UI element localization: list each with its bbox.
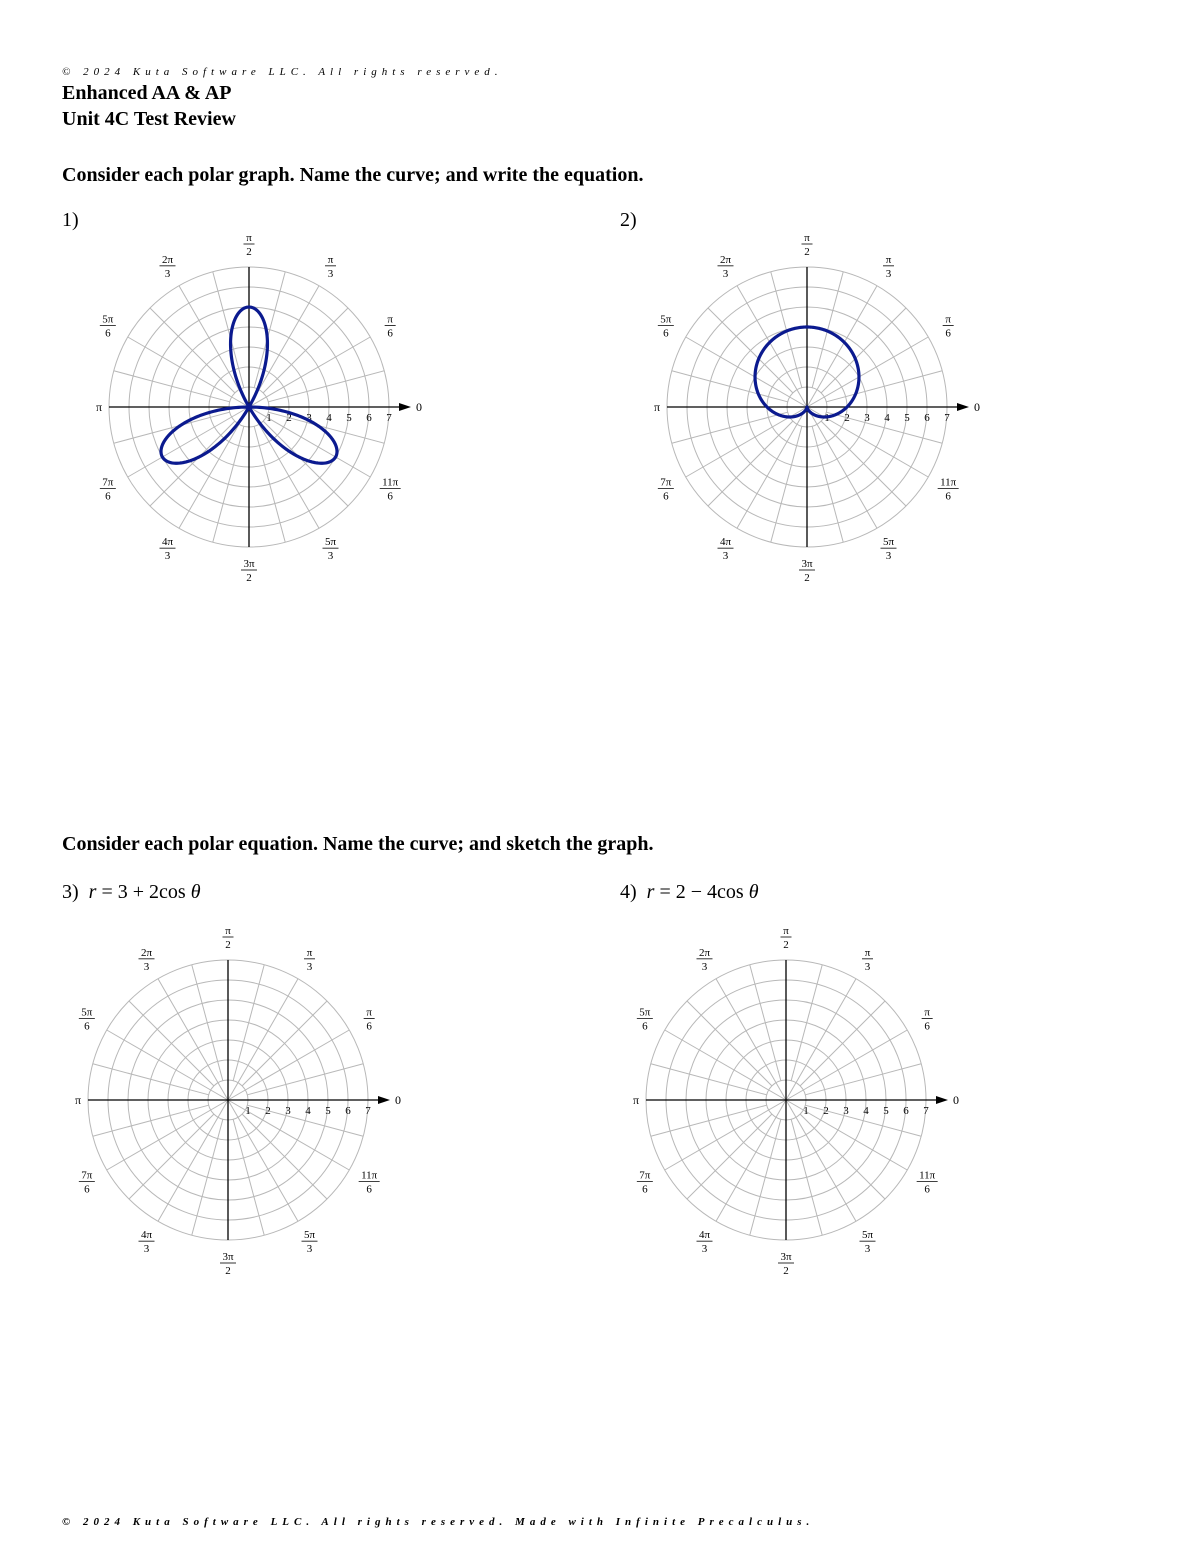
angle-numerator: 7π xyxy=(81,1169,93,1182)
grid-spoke xyxy=(716,1100,786,1221)
angle-denominator: 3 xyxy=(864,1243,871,1256)
radial-tick-label: 3 xyxy=(864,412,870,424)
radial-tick-label: 4 xyxy=(305,1105,311,1117)
angle-label: π xyxy=(74,1093,82,1107)
radial-tick-label: 3 xyxy=(843,1105,849,1117)
radial-tick-label: 4 xyxy=(326,412,332,424)
angle-label-fraction xyxy=(862,947,873,973)
angle-numerator: 4π xyxy=(698,1229,711,1242)
angle-numerator: π xyxy=(783,925,789,937)
grid-spoke xyxy=(665,1100,786,1170)
angle-numerator: π xyxy=(327,253,334,266)
angle-label-fraction xyxy=(917,1170,938,1196)
angle-numerator: 3π xyxy=(243,558,255,570)
angle-denominator: 3 xyxy=(701,960,708,973)
angle-denominator: 3 xyxy=(143,960,150,973)
angle-numerator: 11π xyxy=(382,476,399,489)
problem-1-number: 1) xyxy=(62,209,79,231)
angle-numerator: 11π xyxy=(919,1169,936,1182)
angle-denominator: 6 xyxy=(105,490,111,503)
angle-denominator: 6 xyxy=(945,490,951,503)
angle-numerator: π xyxy=(885,253,892,266)
angle-numerator: 7π xyxy=(102,476,114,489)
angle-label-fraction xyxy=(781,925,792,951)
radial-tick-label: 6 xyxy=(366,412,372,424)
course-title: Enhanced AA & AP xyxy=(62,82,232,104)
worksheet-title: Unit 4C Test Review xyxy=(62,108,236,130)
radial-tick-label: 7 xyxy=(386,412,392,424)
angle-denominator: 2 xyxy=(225,939,231,951)
radial-tick-label: 5 xyxy=(883,1105,889,1117)
angle-label-fraction xyxy=(922,1007,933,1033)
angle-numerator: 7π xyxy=(660,476,672,489)
angle-denominator: 3 xyxy=(864,960,871,973)
radial-tick-label: 4 xyxy=(863,1105,869,1117)
angle-denominator: 3 xyxy=(164,550,171,563)
angle-denominator: 6 xyxy=(924,1183,930,1196)
angle-numerator: π xyxy=(945,313,951,326)
angle-label: 0 xyxy=(953,1093,959,1107)
problem-4-equation: r = 2 − 4cos θ xyxy=(646,881,759,903)
angle-denominator: 6 xyxy=(642,1020,648,1033)
problem-4-number: 4) xyxy=(620,881,637,903)
angle-numerator: 4π xyxy=(719,536,732,549)
angle-denominator: 6 xyxy=(366,1020,372,1033)
angle-numerator: 3π xyxy=(780,1251,792,1263)
grid-spoke xyxy=(800,1114,885,1199)
angle-denominator: 6 xyxy=(663,327,669,340)
radial-tick-label: 7 xyxy=(944,412,950,424)
angle-denominator: 3 xyxy=(306,1243,313,1256)
angle-label: π xyxy=(653,400,661,414)
angle-denominator: 6 xyxy=(387,490,393,503)
angle-numerator: 11π xyxy=(940,476,957,489)
angle-numerator: 3π xyxy=(222,1251,234,1263)
radial-tick-label: 1 xyxy=(266,412,272,424)
angle-numerator: π xyxy=(366,1006,372,1019)
radial-tick-label: 5 xyxy=(904,412,910,424)
angle-label-fraction xyxy=(697,1229,713,1255)
angle-numerator: π xyxy=(387,313,393,326)
angle-label-fraction xyxy=(697,947,713,973)
angle-denominator: 3 xyxy=(701,1243,708,1256)
angle-numerator: 2π xyxy=(698,946,711,959)
angle-numerator: 5π xyxy=(102,313,114,326)
radial-tick-label: 1 xyxy=(803,1105,809,1117)
angle-label: 0 xyxy=(974,400,980,414)
angle-denominator: 3 xyxy=(327,267,334,280)
angle-numerator: 5π xyxy=(639,1006,651,1019)
radial-tick-label: 1 xyxy=(245,1105,251,1117)
angle-numerator: 4π xyxy=(140,1229,153,1242)
radial-tick-label: 3 xyxy=(306,412,312,424)
radial-tick-label: 7 xyxy=(365,1105,371,1117)
angle-numerator: 5π xyxy=(861,1229,874,1242)
angle-denominator: 6 xyxy=(84,1183,90,1196)
angle-numerator: 5π xyxy=(324,536,337,549)
angle-numerator: π xyxy=(864,946,871,959)
angle-denominator: 6 xyxy=(387,327,393,340)
copyright-notice-top: © 2024 Kuta Software LLC. All rights reserved. xyxy=(62,66,503,78)
grid-spoke xyxy=(687,1001,772,1086)
radial-tick-label: 5 xyxy=(346,412,352,424)
angle-denominator: 3 xyxy=(164,267,171,280)
angle-denominator: 6 xyxy=(924,1020,930,1033)
section1-instructions: Consider each polar graph. Name the curve; and write the equation. xyxy=(62,164,644,186)
angle-numerator: π xyxy=(804,232,810,244)
section2-instructions: Consider each polar equation. Name the curve; and sketch the graph. xyxy=(62,833,654,855)
problem-3-equation: r = 3 + 2cos θ xyxy=(88,881,201,903)
angle-denominator: 3 xyxy=(306,960,313,973)
radial-tick-label: 2 xyxy=(844,412,850,424)
angle-numerator: 5π xyxy=(882,536,895,549)
angle-numerator: 7π xyxy=(639,1169,651,1182)
grid-spoke xyxy=(786,1100,856,1221)
angle-numerator: 11π xyxy=(361,1169,378,1182)
grid-spoke xyxy=(665,1030,786,1100)
angle-denominator: 2 xyxy=(804,572,810,584)
angle-numerator: π xyxy=(306,946,313,959)
radial-tick-label: 7 xyxy=(923,1105,929,1117)
angle-label-fraction xyxy=(637,1007,653,1033)
angle-denominator: 3 xyxy=(143,1243,150,1256)
angle-label: 0 xyxy=(395,1093,401,1107)
angle-denominator: 2 xyxy=(783,1265,789,1277)
angle-numerator: 4π xyxy=(161,536,174,549)
angle-label-fraction xyxy=(860,1229,876,1255)
angle-denominator: 3 xyxy=(885,267,892,280)
angle-numerator: 5π xyxy=(303,1229,316,1242)
angle-denominator: 6 xyxy=(105,327,111,340)
radial-tick-label: 6 xyxy=(924,412,930,424)
axis-arrow-icon xyxy=(936,1096,948,1104)
angle-numerator: π xyxy=(225,925,231,937)
radial-tick-label: 2 xyxy=(265,1105,271,1117)
angle-numerator: 5π xyxy=(81,1006,93,1019)
grid-spoke xyxy=(687,1114,772,1199)
angle-numerator: 3π xyxy=(801,558,813,570)
grid-spoke xyxy=(716,979,786,1100)
problem-3-number: 3) xyxy=(62,881,79,903)
angle-denominator: 6 xyxy=(642,1183,648,1196)
radial-tick-label: 3 xyxy=(285,1105,291,1117)
angle-numerator: π xyxy=(924,1006,930,1019)
grid-spoke xyxy=(800,1001,885,1086)
polar-grid xyxy=(633,925,959,1277)
angle-label: 0 xyxy=(416,400,422,414)
angle-denominator: 3 xyxy=(885,550,892,563)
radial-tick-label: 6 xyxy=(345,1105,351,1117)
grid-spoke xyxy=(786,979,856,1100)
angle-label-fraction xyxy=(778,1251,794,1277)
radial-tick-label: 1 xyxy=(824,412,830,424)
angle-denominator: 2 xyxy=(804,246,810,258)
angle-numerator: 5π xyxy=(660,313,672,326)
problem-2-number: 2) xyxy=(620,209,637,231)
radial-tick-label: 4 xyxy=(884,412,890,424)
angle-denominator: 3 xyxy=(722,550,729,563)
angle-denominator: 2 xyxy=(225,1265,231,1277)
angle-denominator: 6 xyxy=(366,1183,372,1196)
angle-numerator: 2π xyxy=(719,253,732,266)
angle-denominator: 6 xyxy=(84,1020,90,1033)
radial-tick-label: 6 xyxy=(903,1105,909,1117)
angle-numerator: 2π xyxy=(161,253,174,266)
angle-denominator: 6 xyxy=(663,490,669,503)
radial-tick-label: 5 xyxy=(325,1105,331,1117)
angle-denominator: 3 xyxy=(327,550,334,563)
angle-label: π xyxy=(95,400,103,414)
angle-label-fraction xyxy=(637,1170,653,1196)
radial-tick-label: 2 xyxy=(823,1105,829,1117)
angle-denominator: 2 xyxy=(246,572,252,584)
radial-tick-label: 2 xyxy=(286,412,292,424)
angle-denominator: 2 xyxy=(246,246,252,258)
angle-label: π xyxy=(632,1093,640,1107)
footer-copyright: © 2024 Kuta Software LLC. All rights reserved. Made with Infinite Precalculus. xyxy=(62,1516,815,1528)
angle-denominator: 3 xyxy=(722,267,729,280)
angle-numerator: 2π xyxy=(140,946,153,959)
angle-numerator: π xyxy=(246,232,252,244)
grid-spoke xyxy=(786,1030,907,1100)
angle-denominator: 2 xyxy=(783,939,789,951)
angle-denominator: 6 xyxy=(945,327,951,340)
